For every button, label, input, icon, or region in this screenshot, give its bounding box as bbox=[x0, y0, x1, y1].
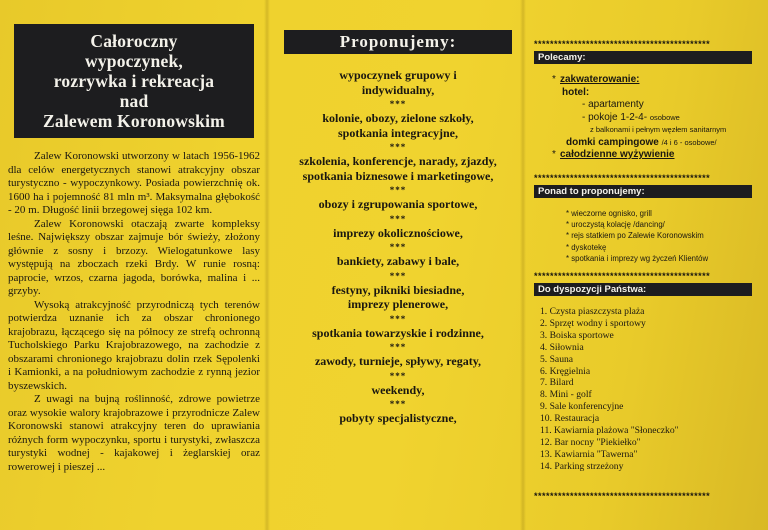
amenity-item: 9. Sale konferencyjne bbox=[540, 401, 624, 413]
dotted-divider: ******************************************** bbox=[534, 40, 711, 48]
rooms-persons: osobowe bbox=[649, 112, 680, 122]
title-line-1: Całoroczny bbox=[90, 31, 178, 51]
separator-stars: *** bbox=[389, 399, 407, 409]
title-box bbox=[14, 24, 254, 138]
amenity-item: 3. Boiska sportowe bbox=[540, 329, 614, 341]
amenity-item: 14. Parking strzeżony bbox=[540, 460, 624, 472]
cabins-label: domki campingowe bbox=[566, 136, 659, 148]
offer-item: szkolenia, konferencje, narady, zjazdy, spotkania biznesowe i marketingowe, bbox=[299, 154, 497, 183]
amenity-item: 8. Mini - golf bbox=[540, 389, 592, 401]
title-line-5: Zalewem Koronowskim bbox=[43, 111, 225, 131]
amenity-item: 1. Czysta piaszczysta plaża bbox=[540, 306, 645, 317]
amenity-item: 10. Restauracja bbox=[540, 413, 600, 425]
offer-item: zawody, turnieje, spływy, regaty, bbox=[314, 354, 482, 368]
separator-stars: *** bbox=[389, 242, 407, 252]
amenity-item: 7. Bilard bbox=[540, 377, 574, 389]
title-line-3: rozrywka i rekreacja bbox=[53, 71, 215, 91]
ponad-item: * dyskotekę bbox=[566, 242, 607, 252]
paragraph: Wysoką atrakcyjność przyrodniczą tych terenów potwierdza uznanie ich za obszar chronionego krajobrazu, łączącego się na północy ze strefą ochronną Tucholskiego Parku Krajobrazowego, na zachodzie z obszarami chronionego krajobrazu dolin rzek Sępolenki i Kamionki, a na południowym zachodzie z rynną jezior byszewskich. bbox=[8, 298, 260, 392]
offers-list bbox=[280, 68, 516, 426]
description-text bbox=[8, 150, 260, 474]
separator-stars: *** bbox=[389, 213, 407, 224]
amenity-item: 5. Sauna bbox=[540, 353, 574, 365]
fold-line-right bbox=[520, 0, 526, 530]
offer-item: imprezy okolicznościowe, bbox=[333, 225, 463, 240]
cabins-detail: /4 i 6 - osobowe/ bbox=[661, 137, 717, 147]
offer-item: spotkania towarzyskie i rodzinne, bbox=[312, 325, 484, 340]
amenity-item: 12. Bar nocny "Piekiełko" bbox=[540, 436, 641, 448]
offer-item: wypoczynek grupowy i indywidualny, bbox=[339, 68, 457, 97]
separator-stars: *** bbox=[389, 142, 407, 152]
apartments-item: - apartamenty bbox=[582, 99, 644, 110]
amenities-list bbox=[540, 306, 752, 473]
dotted-divider: ******************************************** bbox=[534, 492, 711, 500]
amenity-item: 4. Siłownia bbox=[540, 341, 584, 353]
title-line-4: nad bbox=[119, 91, 149, 111]
meals-label: całodzienne wyżywienie bbox=[560, 149, 675, 160]
offer-item: obozy i zgrupowania sportowe, bbox=[318, 197, 478, 211]
offer-item: festyny, pikniki biesiadne, imprezy plenerowe, bbox=[331, 282, 465, 311]
middle-panel bbox=[280, 0, 516, 530]
amenity-item: 11. Kawiarnia plażowa "Słoneczko" bbox=[540, 425, 679, 437]
separator-stars: *** bbox=[389, 99, 407, 109]
dotted-divider: ******************************************** bbox=[534, 174, 711, 182]
offer-item: weekendy, bbox=[371, 382, 425, 397]
offer-item: kolonie, obozy, zielone szkoły, spotkania integracyjne, bbox=[322, 111, 474, 140]
separator-stars: *** bbox=[389, 313, 407, 324]
ponad-item: * rejs statkiem po Zalewie Koronowskim bbox=[566, 231, 704, 241]
polecamy-section: * zakwaterowanie: hotel: - apartamenty - pokoje 1-2-4- osobowe z balkonami i pełnym węzłem sanitarnym domki campingowe /4 i 6 - osobowe/ * całodzienne wyżywienie bbox=[560, 74, 752, 162]
separator-stars: *** bbox=[389, 185, 407, 195]
paragraph: Zalew Koronowski utworzony w latach 1956-1962 dla celów energetycznych stanowi atrakcyjny obszar turystyczno - wypoczynkowy. Posiada powierzchnię ok. 1600 ha i pojemność 81 mln m³. Maksymalna głębokość - 20 m. Długość linii brzegowej sięga 102 km. bbox=[8, 150, 260, 216]
separator-stars: *** bbox=[389, 270, 407, 281]
rooms-item: - pokoje 1-2-4- bbox=[582, 111, 648, 123]
fold-line-left bbox=[264, 0, 270, 530]
right-panel bbox=[530, 0, 756, 530]
ponad-list bbox=[566, 208, 752, 264]
accommodation-label: zakwaterowanie: bbox=[560, 74, 640, 85]
ponad-item: * uroczystą kolację /dancing/ bbox=[566, 220, 665, 230]
left-panel bbox=[8, 0, 260, 530]
ponad-header: Ponad to proponujemy: bbox=[534, 185, 752, 198]
offers-header: Proponujemy: bbox=[284, 30, 512, 54]
ponad-item: * spotkania i imprezy wg życzeń Klientów bbox=[566, 253, 709, 263]
dyspozycja-header: Do dyspozycji Państwa: bbox=[534, 283, 752, 296]
ponad-item: * wieczorne ognisko, grill bbox=[566, 209, 652, 218]
amenity-item: 6. Kręgielnia bbox=[540, 365, 591, 377]
title-line-2: wypoczynek, bbox=[85, 51, 183, 71]
rooms-detail: z balkonami i pełnym węzłem sanitarnym bbox=[590, 125, 727, 134]
amenity-item: 13. Kawiarnia "Tawerna" bbox=[540, 448, 638, 460]
polecamy-header: Polecamy: bbox=[534, 51, 752, 64]
amenity-item: 2. Sprzęt wodny i sportowy bbox=[540, 317, 646, 329]
paragraph: Z uwagi na bujną roślinność, zdrowe powietrze oraz wysokie walory krajobrazowe i przyrodnicze Zalew Koronowski stanowi atrakcyjny teren do uprawiania różnych form wypoczynku, sportu i turystyki, zwłaszcza turystyki wodnej - kajakowej i żeglarskiej oraz rowerowej i pieszej ... bbox=[8, 393, 260, 473]
separator-stars: *** bbox=[389, 370, 407, 381]
dotted-divider: ******************************************** bbox=[534, 272, 711, 280]
hotel-label: hotel: bbox=[562, 86, 590, 98]
offer-item: pobyty specjalistyczne, bbox=[339, 411, 457, 425]
paragraph: Zalew Koronowski otaczają zwarte kompleksy leśne. Największy obszar zajmuje bór świeży, złożony głównie z sosny i brzozy. Wielogatunkowe lasy występują na zboczach rzeki Brdy. W runie rosną: paprocie, wrzos, czarna jagoda, borówka, malina i ... grzyby. bbox=[8, 217, 260, 297]
separator-stars: *** bbox=[389, 342, 407, 352]
offer-item: bankiety, zabawy i bale, bbox=[336, 254, 460, 268]
